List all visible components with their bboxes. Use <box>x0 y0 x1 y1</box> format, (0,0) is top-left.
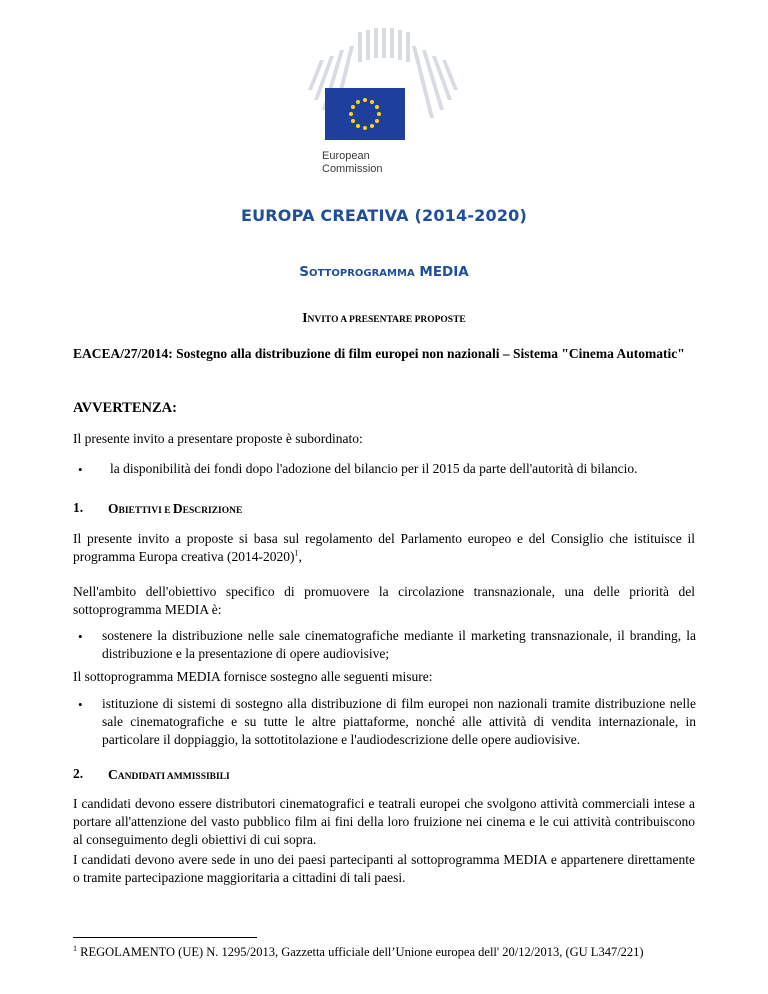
logo-line-commission: Commission <box>322 163 383 175</box>
section1-title-small2: ESCRIZIONE <box>182 506 243 516</box>
call-reference: EACEA/27/2014: Sostegno alla distribuzione di film europei non nazionali – Sistema "Cinema Automatic" <box>73 346 685 361</box>
bullet-dot: • <box>78 629 83 644</box>
bullet-bilancio: la disponibilità dei fondi dopo l'adozione del bilancio per il 2015 da parte dell'autorità di bilancio. <box>110 461 638 476</box>
section1-paragraph-2: Nell'ambito dell'obiettivo specifico di promuovere la circolazione transnazionale, una delle priorità del sottoprogramma MEDIA è: <box>73 584 695 617</box>
section1-bullet-2: istituzione di sistemi di sostegno alla distribuzione di film europei non nazionali tramite distribuzione nelle sale cinematografiche e su tutte le altre piattaforme, nonché alle attività di vendita internazionale, in particolare il doppiaggio, la sottotitolazione e l'audiodescrizione delle opere audiovisive. <box>102 696 696 747</box>
european-commission-logo <box>300 20 470 180</box>
section1-title <box>108 500 242 518</box>
invito-cap: I <box>302 310 308 325</box>
section1-paragraph-1 <box>73 530 695 566</box>
section1-number: 1. <box>73 500 84 515</box>
berlaymont-building-icon <box>300 20 470 150</box>
section2-number: 2. <box>73 766 84 781</box>
footnote-text: REGOLAMENTO (UE) N. 1295/2013, Gazzetta ufficiale dell’Unione europea dell' 20/12/2013, (GU L347/221) <box>77 945 644 959</box>
section2-title-small1: ANDIDATI AMMISSIBILI <box>117 772 230 782</box>
logo-line-european: European <box>322 150 370 162</box>
footnote <box>73 945 644 960</box>
invito-heading <box>0 309 768 327</box>
section2-paragraph-2: I candidati devono avere sede in uno dei paesi partecipanti al sottoprogramma MEDIA e appartenere direttamente o tramite partecipazione maggioritaria a cittadini di tali paesi. <box>73 852 695 885</box>
document-subtitle <box>0 261 768 280</box>
eu-flag <box>325 88 405 140</box>
avvertenza-heading: AVVERTENZA: <box>73 400 177 416</box>
document-title: EUROPA CREATIVA (2014-2020) <box>240 206 528 225</box>
footnote-divider <box>73 937 257 938</box>
bullet-dot: • <box>78 697 83 712</box>
subtitle-small: OTTOPROGRAMMA <box>308 268 415 279</box>
section1-title-cap2: D <box>172 501 183 516</box>
s1-para1-text: Il presente invito a proposte si basa sul regolamento del Parlamento europeo e del Consiglio che istituisce il programma Europa creativa (2014-2020) <box>73 531 695 564</box>
invito-small: NVITO A PRESENTARE PROPOSTE <box>307 315 466 325</box>
bullet-dot: • <box>78 462 83 477</box>
section1-bullet-1: sostenere la distribuzione nelle sale cinematografiche mediante il marketing transnazionale, il branding, la distribuzione e la presentazione di opere audiovisive; <box>102 628 696 661</box>
footnote-ref: 1 <box>294 548 299 558</box>
section1-title-cap1: O <box>108 501 119 516</box>
section2-title <box>108 766 230 784</box>
subordinato-paragraph: Il presente invito a presentare proposte è subordinato: <box>73 431 363 446</box>
section1-paragraph-3: Il sottoprogramma MEDIA fornisce sostegno alle seguenti misure: <box>73 669 433 684</box>
footnote-number: 1 <box>73 943 77 953</box>
subtitle-cap: S <box>299 264 309 280</box>
s1-para1-end: , <box>298 549 302 564</box>
logo-text <box>322 150 383 176</box>
section2-title-cap1: C <box>108 767 118 782</box>
subtitle-rest: MEDIA <box>414 264 469 280</box>
section1-title-small1: BIETTIVI E <box>118 506 173 516</box>
section2-paragraph-1: I candidati devono essere distributori cinematografici e teatrali europei che svolgono attività commerciali intese a portare all'attenzione del vasto pubblico film ai fini della loro fruizione nei cinema e le cui attività contribuiscono al conseguimento degli obiettivi di cui sopra. <box>73 796 695 847</box>
